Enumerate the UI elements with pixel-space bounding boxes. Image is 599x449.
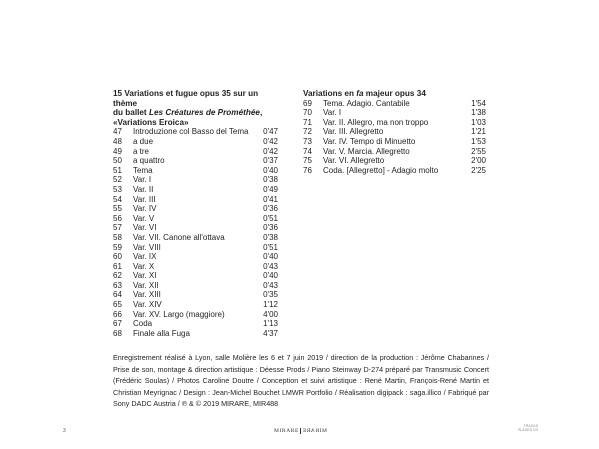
right-work-section	[303, 89, 486, 175]
track-row	[113, 195, 278, 205]
track-title: Var. VI. Allegretto	[323, 156, 385, 166]
track-duration: 0'40	[263, 165, 278, 175]
track-number: 64	[113, 290, 122, 300]
right-track-list	[303, 99, 486, 176]
track-row	[113, 156, 278, 166]
track-row	[113, 300, 278, 310]
track-title: Var. II. Allegro, ma non troppo	[323, 117, 429, 127]
mirare-logo	[274, 428, 327, 434]
track-number: 67	[113, 319, 122, 329]
track-title: Var. VII. Canone all'ottava	[133, 232, 225, 242]
track-row	[113, 214, 278, 224]
track-duration: 1'53	[471, 136, 486, 146]
track-number: 65	[113, 300, 122, 310]
track-title: Tema	[133, 165, 153, 175]
track-title: Var. III. Allegretto	[323, 127, 384, 137]
track-row	[303, 99, 486, 109]
left-title-line1: 15 Variations et fugue opus 35 sur un thème	[113, 89, 259, 108]
track-duration: 1'21	[471, 127, 486, 137]
track-number: 53	[113, 184, 122, 194]
track-duration: 0'37	[263, 156, 278, 166]
logo-text-mirrored: MIRARE	[302, 428, 327, 434]
track-number: 72	[303, 127, 312, 137]
track-title: Tema. Adagio. Cantabile	[323, 98, 410, 108]
track-number: 69	[303, 98, 312, 108]
track-duration: 1'13	[263, 319, 278, 329]
track-duration: 0'42	[263, 146, 278, 156]
track-title: Var. I	[133, 175, 152, 185]
track-row	[113, 329, 278, 339]
track-title: Coda. [Allegretto] - Adagio molto	[323, 165, 439, 175]
left-track-list	[113, 127, 278, 338]
track-title: Var. X	[133, 261, 155, 271]
track-row	[113, 252, 278, 262]
track-number: 60	[113, 252, 122, 262]
track-duration: 0'40	[263, 252, 278, 262]
tracks-marker	[510, 424, 538, 432]
track-title: a quattro	[133, 156, 165, 166]
track-number: 57	[113, 223, 122, 233]
track-row	[113, 271, 278, 281]
track-title: a tre	[133, 146, 150, 156]
page-number: 3	[63, 428, 66, 434]
track-number: 74	[303, 146, 312, 156]
track-title: Coda	[133, 319, 153, 329]
track-number: 61	[113, 261, 122, 271]
track-number: 71	[303, 117, 312, 127]
track-title: Var. XI	[133, 271, 157, 281]
track-number: 68	[113, 328, 122, 338]
track-row	[113, 281, 278, 291]
track-row	[303, 147, 486, 157]
track-number: 70	[303, 108, 312, 118]
track-number: 56	[113, 213, 122, 223]
track-title: Var. XII	[133, 280, 159, 290]
track-duration: 0'41	[263, 194, 278, 204]
track-row	[113, 262, 278, 272]
track-duration: 0'42	[263, 136, 278, 146]
track-duration: 1'54	[471, 98, 486, 108]
track-duration: 1'03	[471, 117, 486, 127]
track-title: Var. V. Marcia. Allegretto	[323, 146, 410, 156]
track-number: 76	[303, 165, 312, 175]
track-duration: 0'35	[263, 290, 278, 300]
track-number: 62	[113, 271, 122, 281]
track-duration: 0'51	[263, 242, 278, 252]
track-number: 50	[113, 156, 122, 166]
tracks-marker-line2: PLAGES CD	[517, 428, 538, 432]
track-number: 55	[113, 204, 122, 214]
track-row	[113, 175, 278, 185]
left-title-line2-suffix: ,	[259, 108, 263, 118]
track-duration: 0'38	[263, 175, 278, 185]
track-duration: 0'36	[263, 204, 278, 214]
track-row	[113, 290, 278, 300]
track-title: Var. XIV	[133, 300, 162, 310]
track-number: 73	[303, 136, 312, 146]
track-row	[113, 310, 278, 320]
track-title: Var. II	[133, 184, 154, 194]
track-row	[113, 147, 278, 157]
logo-text: MIRARE	[274, 428, 299, 434]
track-number: 66	[113, 309, 122, 319]
track-number: 54	[113, 194, 122, 204]
left-title-line3: «Variations Eroica»	[113, 117, 189, 127]
track-duration: 0'43	[263, 261, 278, 271]
right-title-suffix: majeur opus 34	[363, 89, 426, 98]
track-row	[113, 127, 278, 137]
left-work-section	[113, 89, 278, 338]
track-duration: 1'38	[471, 108, 486, 118]
right-title-prefix: Variations en	[303, 89, 357, 98]
track-duration: 1'12	[263, 300, 278, 310]
track-number: 49	[113, 146, 122, 156]
right-work-title	[303, 89, 486, 99]
track-row	[113, 319, 278, 329]
track-number: 52	[113, 175, 122, 185]
logo-divider	[300, 428, 301, 434]
track-title: Var. IV	[133, 204, 157, 214]
track-title: Var. XIII	[133, 290, 161, 300]
track-title: Var. III	[133, 194, 156, 204]
track-row	[113, 233, 278, 243]
track-row	[303, 108, 486, 118]
track-number: 63	[113, 280, 122, 290]
track-number: 51	[113, 165, 122, 175]
track-duration: 0'49	[263, 184, 278, 194]
track-number: 58	[113, 232, 122, 242]
track-duration: 0'40	[263, 271, 278, 281]
track-row	[113, 166, 278, 176]
track-number: 75	[303, 156, 312, 166]
track-row	[113, 185, 278, 195]
track-row	[303, 118, 486, 128]
track-number: 59	[113, 242, 122, 252]
left-title-ballet-name: Les Créatures de Prométhée	[148, 108, 260, 118]
track-duration: 4'37	[263, 328, 278, 338]
left-title-line2-prefix: du ballet	[113, 108, 149, 118]
track-row	[303, 166, 486, 176]
track-row	[303, 156, 486, 166]
recording-credits: Enregistrement réalisé à Lyon, salle Molière les 6 et 7 juin 2019 / direction de la production : Jérôme Chabannes / Prise de son, montage & direction artistique : Déesse Prods / Piano Steinway D-274 préparé par Transmusic Concert (Frédéric Soulas) / Photos Caroline Doutre / Conception et suivi artistique : René Martin, François-René Martin et Christian Meyrignac / Design : Jean-Michel Bouchet LMWR Portfolio / Réalisation digipack : saga.illico / Fabriqué par Sony DADC Austria / ℗ & © 2019 MIRARE, MIR488	[113, 353, 489, 409]
track-row	[113, 204, 278, 214]
tracks-marker-line1: TRACKS	[523, 424, 538, 428]
track-title: Var. VI	[133, 223, 157, 233]
track-number: 47	[113, 127, 122, 137]
track-title: Var. XV. Largo (maggiore)	[133, 309, 225, 319]
track-title: Var. IV. Tempo di Minuetto	[323, 136, 416, 146]
track-row	[303, 127, 486, 137]
track-title: Finale alla Fuga	[133, 328, 190, 338]
track-row	[303, 137, 486, 147]
track-title: Var. I	[323, 108, 342, 118]
track-duration: 0'36	[263, 223, 278, 233]
track-row	[113, 223, 278, 233]
track-duration: 2'00	[471, 156, 486, 166]
track-row	[113, 137, 278, 147]
track-duration: 0'43	[263, 280, 278, 290]
track-title: Var. V	[133, 213, 155, 223]
track-duration: 0'38	[263, 232, 278, 242]
right-title-key: fa	[356, 89, 364, 98]
track-duration: 2'55	[471, 146, 486, 156]
track-title: a due	[133, 136, 154, 146]
track-duration: 0'47	[263, 127, 278, 137]
left-work-title	[113, 89, 278, 127]
track-duration: 4'00	[263, 309, 278, 319]
track-title: Var. VIII	[133, 242, 161, 252]
track-row	[113, 243, 278, 253]
track-title: Var. IX	[133, 252, 157, 262]
track-number: 48	[113, 136, 122, 146]
track-title: Introduzione col Basso del Tema	[133, 127, 249, 137]
track-duration: 0'51	[263, 213, 278, 223]
track-duration: 2'25	[471, 165, 486, 175]
